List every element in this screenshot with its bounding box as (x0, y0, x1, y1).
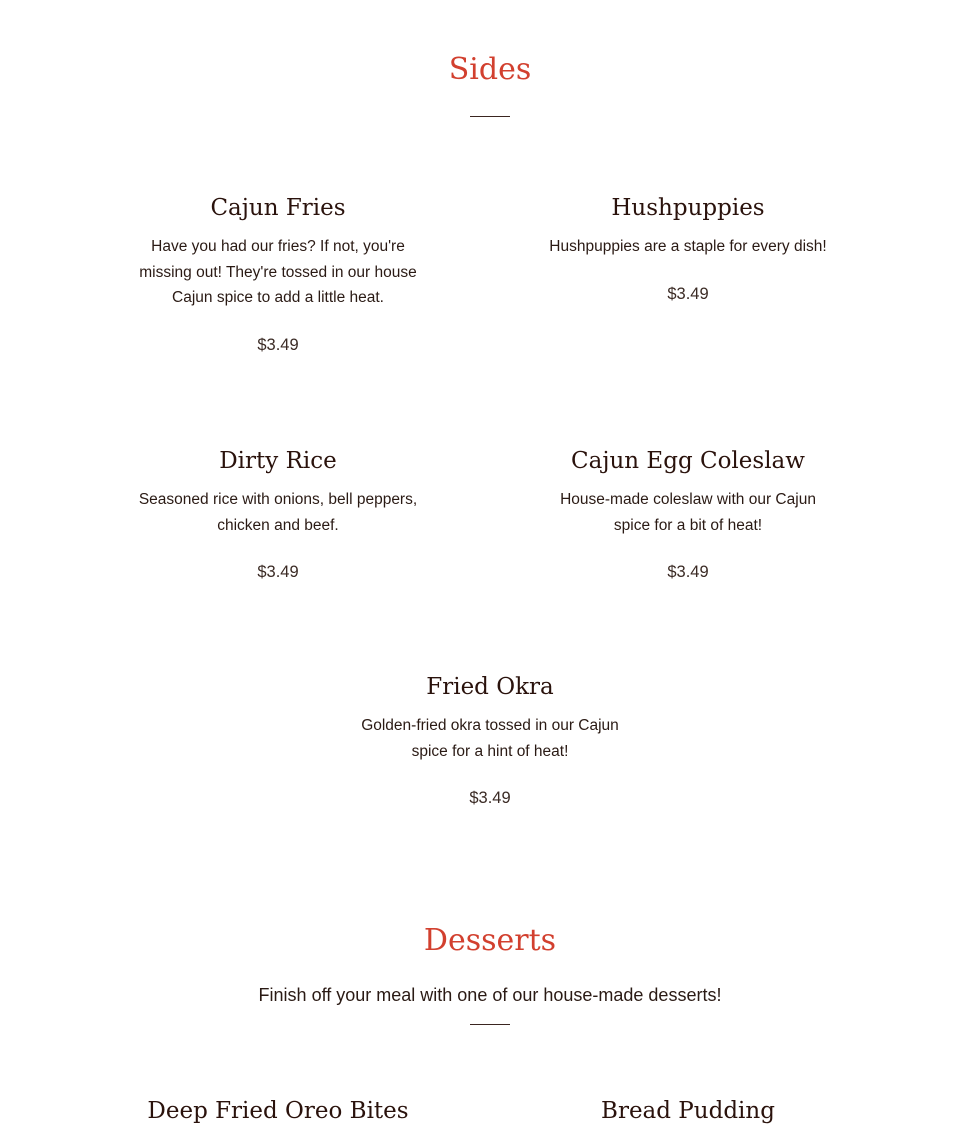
item-name: Cajun Egg Coleslaw (571, 448, 805, 474)
item-description: Have you had our fries? If not, you're missing out! They're tossed in our house Cajun spice to add a little heat. (139, 238, 417, 306)
item-price: $3.49 (667, 284, 709, 303)
item-description: House-made coleslaw with our Cajun spice for a bit of heat! (560, 491, 816, 534)
sides-title-divider (470, 116, 510, 117)
item-name: Dirty Rice (219, 448, 337, 474)
item-description: Seasoned rice with onions, bell peppers, chicken and beef. (138, 491, 418, 534)
desserts-title-divider (470, 1024, 510, 1025)
desserts-section-title: Desserts (423, 923, 557, 958)
desserts-subtitle: Finish off your meal with one of our house-made desserts! (258, 985, 722, 1005)
menu-item-fried-okra (345, 673, 635, 809)
item-name: Cajun Fries (210, 195, 346, 221)
menu-item-bread-pudding: Bread Pudding (601, 1098, 775, 1124)
item-description: Hushpuppies are a staple for every dish! (549, 238, 827, 255)
item-name: Hushpuppies (611, 195, 765, 221)
menu-item-dirty-rice (128, 447, 428, 583)
item-price: $3.49 (257, 335, 299, 354)
menu-item-deep-fried-oreo-bites: Deep Fried Oreo Bites (147, 1098, 409, 1124)
item-price: $3.49 (667, 563, 709, 581)
item-name: Fried Okra (426, 674, 554, 700)
menu-item-cajun-fries (128, 194, 428, 356)
menu-item-hushpuppies (538, 194, 838, 305)
item-description: Golden-fried okra tossed in our Cajun spice for a hint of heat! (361, 717, 619, 760)
item-price: $3.49 (257, 563, 299, 581)
menu-item-cajun-egg-coleslaw (548, 447, 828, 583)
item-price: $3.49 (469, 789, 511, 807)
sides-section-title: Sides (448, 52, 532, 87)
